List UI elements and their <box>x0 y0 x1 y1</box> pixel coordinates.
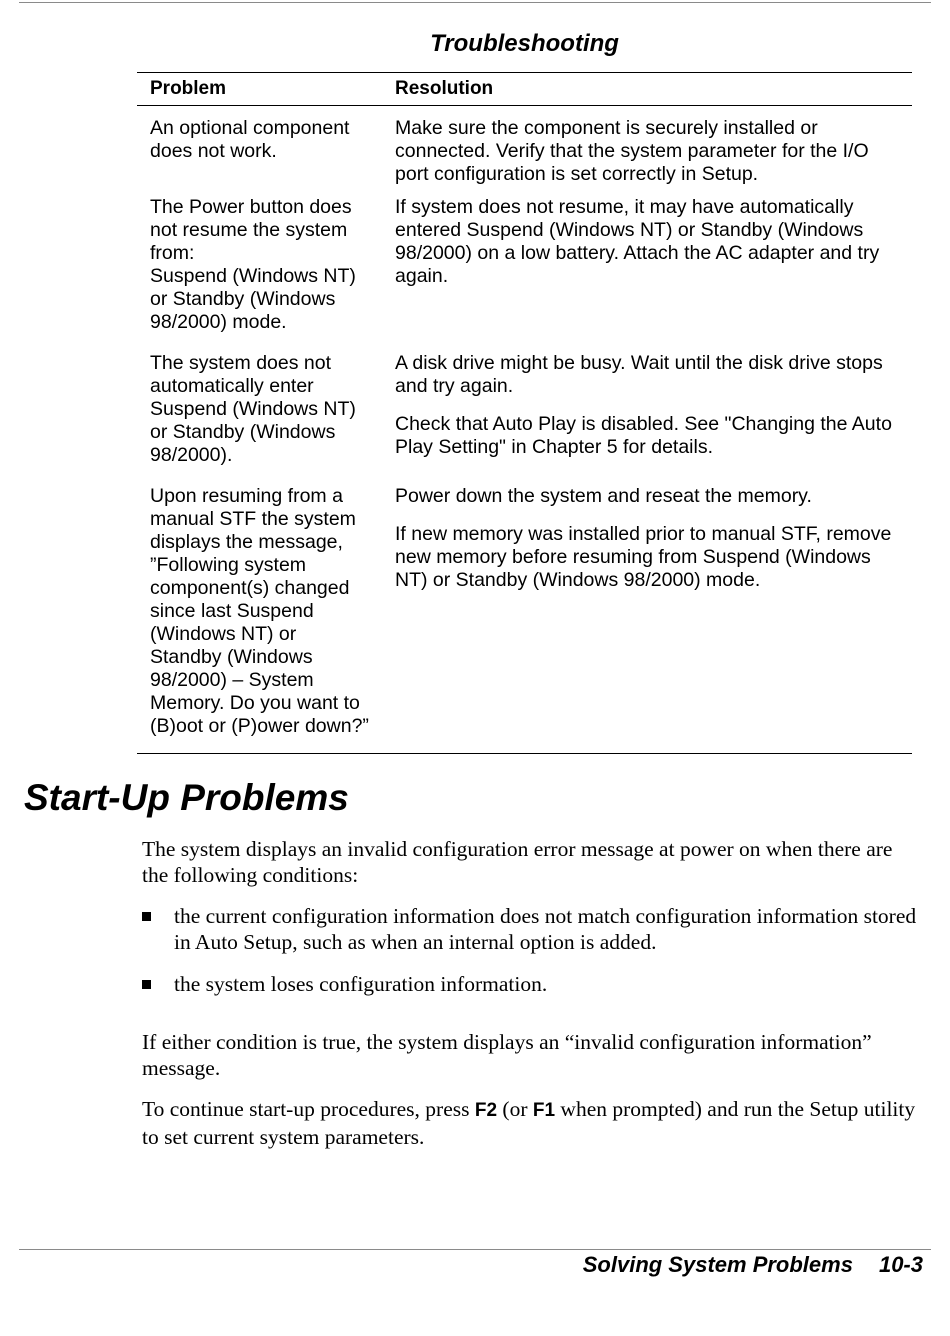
table-title: Troubleshooting <box>430 30 619 57</box>
problem-cell: An optional component does not work. <box>150 117 350 162</box>
resolution-text: If new memory was installed prior to manual STF, remove new memory before resuming from Suspend (Windows NT) or Standby (Windows 98/2000) mode. <box>395 523 892 591</box>
list-item <box>142 971 920 997</box>
intro-paragraph: The system displays an invalid configuration error message at power on when there are the following conditions: <box>142 837 893 887</box>
resolution-cell <box>395 485 912 738</box>
footer-chapter-title: Solving System Problems <box>582 1252 853 1277</box>
resolution-text: Check that Auto Play is disabled. See "Changing the Auto Play Setting" in Chapter 5 for details. <box>395 413 892 458</box>
page-footer <box>583 1250 923 1280</box>
problem-cell: The system does not automatically enter Suspend (Windows NT) or Standby (Windows 98/2000). <box>150 352 356 466</box>
page-number: 10-3 <box>878 1252 923 1277</box>
startup-instructions <box>142 1096 920 1150</box>
table-row <box>137 467 912 753</box>
bullet-square-icon <box>142 912 151 921</box>
instruction-text: when prompted) and run the Setup utility to set current system parameters. <box>142 1097 916 1149</box>
key-f1: F1 <box>532 1100 556 1121</box>
section-heading: Start-Up Problems <box>24 777 349 818</box>
key-f2: F2 <box>474 1100 498 1121</box>
resolution-text: A disk drive might be busy. Wait until the disk drive stops and try again. <box>395 352 883 397</box>
condition-paragraph: If either condition is true, the system displays an “invalid configuration information” message. <box>142 1030 872 1080</box>
resolution-cell <box>395 117 912 186</box>
problem-cell: Upon resuming from a manual STF the system displays the message, ”Following system component(s) changed since last Suspend (Windows NT) or Standby (Windows 98/2000) – System Memory. Do you want to (B)oot or (P)ower down?” <box>150 485 369 737</box>
problem-cell <box>137 196 395 334</box>
table-row <box>137 186 912 334</box>
resolution-text: If system does not resume, it may have automatically entered Suspend (Windows NT) or Standby (Windows 98/2000) on a low battery. Attach the AC adapter and try again. <box>395 196 880 287</box>
table-row <box>137 334 912 467</box>
top-rule <box>19 2 931 3</box>
header-problem: Problem <box>150 78 227 99</box>
resolution-cell <box>395 352 912 467</box>
list-item-text: the system loses configuration information. <box>174 972 548 996</box>
table-row <box>137 106 912 186</box>
troubleshooting-table <box>137 72 912 754</box>
problem-text: Suspend (Windows NT) or Standby (Windows 98/2000) mode. <box>150 265 356 333</box>
table-header-row <box>137 73 912 106</box>
bullet-square-icon <box>142 980 151 989</box>
problem-text: The Power button does not resume the system from: <box>150 196 352 264</box>
instruction-text: (or <box>497 1097 533 1121</box>
list-item-text: the current configuration information does not match configuration information stored in Auto Setup, such as when an internal option is added. <box>174 904 917 954</box>
list-item <box>142 903 920 955</box>
instruction-text: To continue start-up procedures, press <box>142 1097 475 1121</box>
header-resolution: Resolution <box>395 78 494 99</box>
resolution-text: Make sure the component is securely installed or connected. Verify that the system parameter for the I/O port configuration is set correctly in Setup. <box>395 117 869 185</box>
resolution-text: Power down the system and reseat the memory. <box>395 485 812 507</box>
resolution-cell <box>395 196 912 334</box>
